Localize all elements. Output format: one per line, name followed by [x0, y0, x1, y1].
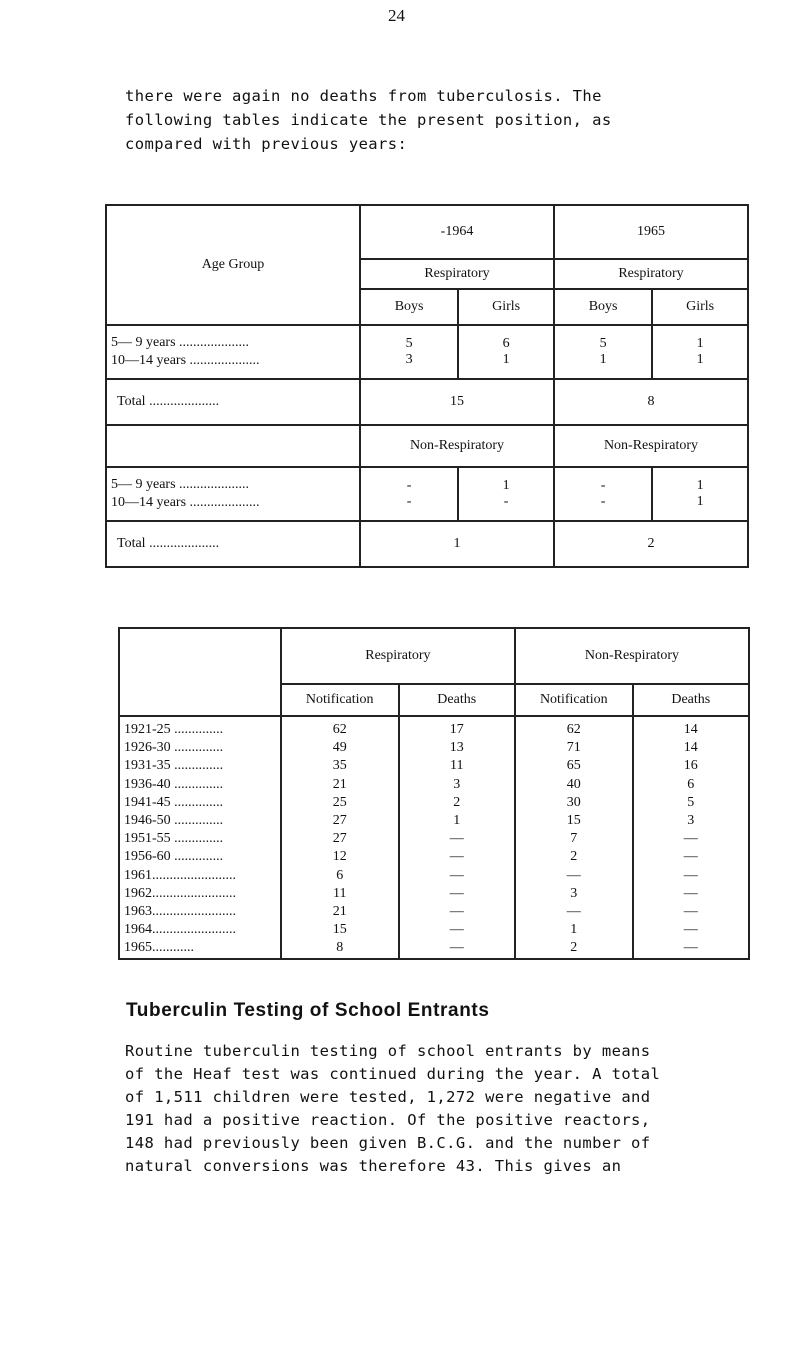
age-label: 5— 9 years ....................	[111, 335, 250, 350]
nonresp-notification-cell: 71	[566, 740, 581, 756]
resp-notification-cell: 27	[332, 831, 347, 847]
resp-deaths-cell: 17	[449, 722, 464, 737]
nonresp-notification-cell: 62	[566, 722, 581, 737]
resp-total-1965: 8	[554, 379, 748, 425]
nonresp-deaths-cell: 14	[683, 740, 698, 756]
value: 5	[405, 336, 413, 351]
resp-notification-cell: 49	[332, 740, 347, 756]
value: 1	[696, 352, 704, 367]
nonresp-deaths-cell: —	[683, 849, 698, 865]
girls-1964-header: Girls	[458, 289, 554, 325]
resp-notification-cell: 12	[332, 849, 347, 865]
value: 1	[502, 352, 510, 367]
nr-1964-girls	[458, 467, 554, 521]
resp-deaths-cell: —	[449, 940, 464, 956]
resp-deaths-cell: 13	[449, 740, 464, 756]
resp-notification-header: Notification	[281, 684, 399, 716]
nonresp-deaths-cell: —	[683, 885, 698, 901]
nonresp-deaths-cell: —	[683, 922, 698, 938]
year-1965-header: 1965	[554, 205, 748, 259]
year-cell: 1964........................	[124, 922, 236, 938]
nr-total-1965: 2	[554, 521, 748, 567]
nonresp-deaths-column	[633, 716, 749, 959]
nonresp-notification-header: Notification	[515, 684, 633, 716]
total-label: Total ....................	[106, 521, 360, 567]
nr-1964-boys	[360, 467, 458, 521]
year-1964-header: -1964	[360, 205, 554, 259]
blank-header	[119, 628, 281, 716]
resp-notification-cell: 11	[332, 885, 347, 901]
nonresp-deaths-cell: 3	[687, 813, 695, 829]
resp-deaths-cell: 2	[453, 794, 461, 810]
year-cell: 1921-25 ..............	[124, 722, 224, 737]
year-cell: 1961........................	[124, 867, 236, 883]
body-line: 148 had previously been given B.C.G. and the number of	[125, 1134, 651, 1152]
non-respiratory-header: Non-Respiratory	[515, 628, 749, 684]
age-label: 10—14 years ....................	[111, 495, 260, 510]
resp-deaths-header: Deaths	[399, 684, 515, 716]
resp-deaths-cell: —	[449, 867, 464, 883]
non-respiratory-1965-header: Non-Respiratory	[554, 425, 748, 467]
nonresp-notification-cell: 15	[566, 813, 581, 829]
girls-1965-header: Girls	[652, 289, 748, 325]
value: -	[406, 478, 412, 493]
resp-1965-girls	[652, 325, 748, 379]
resp-deaths-column	[399, 716, 515, 959]
nonresp-notification-cell: 40	[566, 776, 581, 792]
nonresp-deaths-cell: —	[683, 867, 698, 883]
resp-total-1964: 15	[360, 379, 554, 425]
value: 1	[696, 478, 704, 493]
resp-notification-cell: 21	[332, 904, 347, 920]
age-label: 5— 9 years ....................	[111, 477, 250, 492]
nonresp-deaths-cell: 14	[683, 722, 698, 737]
nonresp-notification-cell: 7	[570, 831, 578, 847]
body-paragraph	[125, 1040, 745, 1178]
year-cell: 1941-45 ..............	[124, 794, 224, 810]
nonresp-deaths-cell: —	[683, 940, 698, 956]
year-cell: 1931-35 ..............	[124, 758, 224, 774]
value: 3	[405, 352, 413, 367]
nr-1965-boys	[554, 467, 652, 521]
resp-notification-cell: 25	[332, 794, 347, 810]
respiratory-header: Respiratory	[281, 628, 515, 684]
resp-deaths-cell: 1	[453, 813, 461, 829]
nonresp-notification-cell: 1	[570, 922, 578, 938]
value: -	[600, 478, 606, 493]
body-line: Routine tuberculin testing of school entrants by means	[125, 1042, 651, 1060]
resp-notification-cell: 62	[332, 722, 347, 737]
year-cell: 1946-50 ..............	[124, 813, 224, 829]
nonresp-deaths-cell: —	[683, 904, 698, 920]
resp-deaths-cell: —	[449, 904, 464, 920]
nonresp-notification-cell: —	[566, 867, 581, 883]
non-respiratory-1964-header: Non-Respiratory	[360, 425, 554, 467]
resp-notification-cell: 6	[336, 867, 344, 883]
value: 1	[599, 352, 607, 367]
year-cell: 1962........................	[124, 885, 236, 901]
age-labels	[106, 325, 360, 379]
resp-notification-cell: 35	[332, 758, 347, 774]
value: 6	[502, 336, 510, 351]
section-heading: Tuberculin Testing of School Entrants	[126, 1000, 490, 1021]
nonresp-deaths-cell: 6	[687, 776, 695, 792]
nonresp-notification-cell: 65	[566, 758, 581, 774]
age-group-header: Age Group	[106, 205, 360, 325]
nr-1965-girls	[652, 467, 748, 521]
value: 1	[502, 478, 510, 493]
body-line: of 1,511 children were tested, 1,272 were negative and	[125, 1088, 651, 1106]
age-labels	[106, 467, 360, 521]
nr-total-1964: 1	[360, 521, 554, 567]
historical-notifications-table	[118, 627, 750, 960]
resp-deaths-cell: —	[449, 831, 464, 847]
nonresp-deaths-header: Deaths	[633, 684, 749, 716]
value: 1	[696, 336, 704, 351]
resp-1965-boys	[554, 325, 652, 379]
page-number: 24	[388, 6, 405, 25]
boys-1964-header: Boys	[360, 289, 458, 325]
cases-by-age-table	[105, 204, 749, 568]
resp-1964-boys	[360, 325, 458, 379]
resp-deaths-cell: —	[449, 849, 464, 865]
boys-1965-header: Boys	[554, 289, 652, 325]
respiratory-1965-header: Respiratory	[554, 259, 748, 289]
nonresp-notification-column	[515, 716, 633, 959]
total-label: Total ....................	[106, 379, 360, 425]
resp-deaths-cell: —	[449, 922, 464, 938]
intro-line: following tables indicate the present position, as	[125, 111, 612, 129]
resp-notification-cell: 21	[332, 776, 347, 792]
nonresp-notification-cell: 2	[570, 940, 578, 956]
nonresp-notification-cell: 2	[570, 849, 578, 865]
resp-notification-cell: 27	[332, 813, 347, 829]
year-cell: 1965............	[124, 940, 194, 956]
intro-paragraph	[125, 84, 745, 156]
nonresp-deaths-cell: 5	[687, 794, 695, 810]
resp-deaths-cell: —	[449, 885, 464, 901]
resp-deaths-cell: 11	[450, 758, 464, 774]
year-cell: 1936-40 ..............	[124, 776, 224, 792]
blank-cell	[106, 425, 360, 467]
body-line: natural conversions was therefore 43. This gives an	[125, 1157, 622, 1175]
nonresp-notification-cell: 30	[566, 794, 581, 810]
year-cell: 1963........................	[124, 904, 236, 920]
value: -	[600, 494, 606, 509]
intro-line: there were again no deaths from tuberculosis. The	[125, 87, 602, 105]
value: -	[406, 494, 412, 509]
value: 1	[696, 494, 704, 509]
resp-1964-girls	[458, 325, 554, 379]
intro-line: compared with previous years:	[125, 135, 408, 153]
nonresp-deaths-cell: 16	[683, 758, 698, 774]
value: -	[503, 494, 509, 509]
nonresp-notification-cell: 3	[570, 885, 578, 901]
resp-notification-cell: 15	[332, 922, 347, 938]
body-line: of the Heaf test was continued during the year. A total	[125, 1065, 661, 1083]
year-cell: 1956-60 ..............	[124, 849, 224, 865]
year-cell: 1951-55 ..............	[124, 831, 224, 847]
resp-notification-cell: 8	[336, 940, 344, 956]
year-column	[119, 716, 281, 959]
resp-notification-column	[281, 716, 399, 959]
resp-deaths-cell: 3	[453, 776, 461, 792]
body-line: 191 had a positive reaction. Of the positive reactors,	[125, 1111, 651, 1129]
nonresp-notification-cell: —	[566, 904, 581, 920]
value: 5	[599, 336, 607, 351]
year-cell: 1926-30 ..............	[124, 740, 224, 756]
nonresp-deaths-cell: —	[683, 831, 698, 847]
respiratory-1964-header: Respiratory	[360, 259, 554, 289]
age-label: 10—14 years ....................	[111, 353, 260, 368]
